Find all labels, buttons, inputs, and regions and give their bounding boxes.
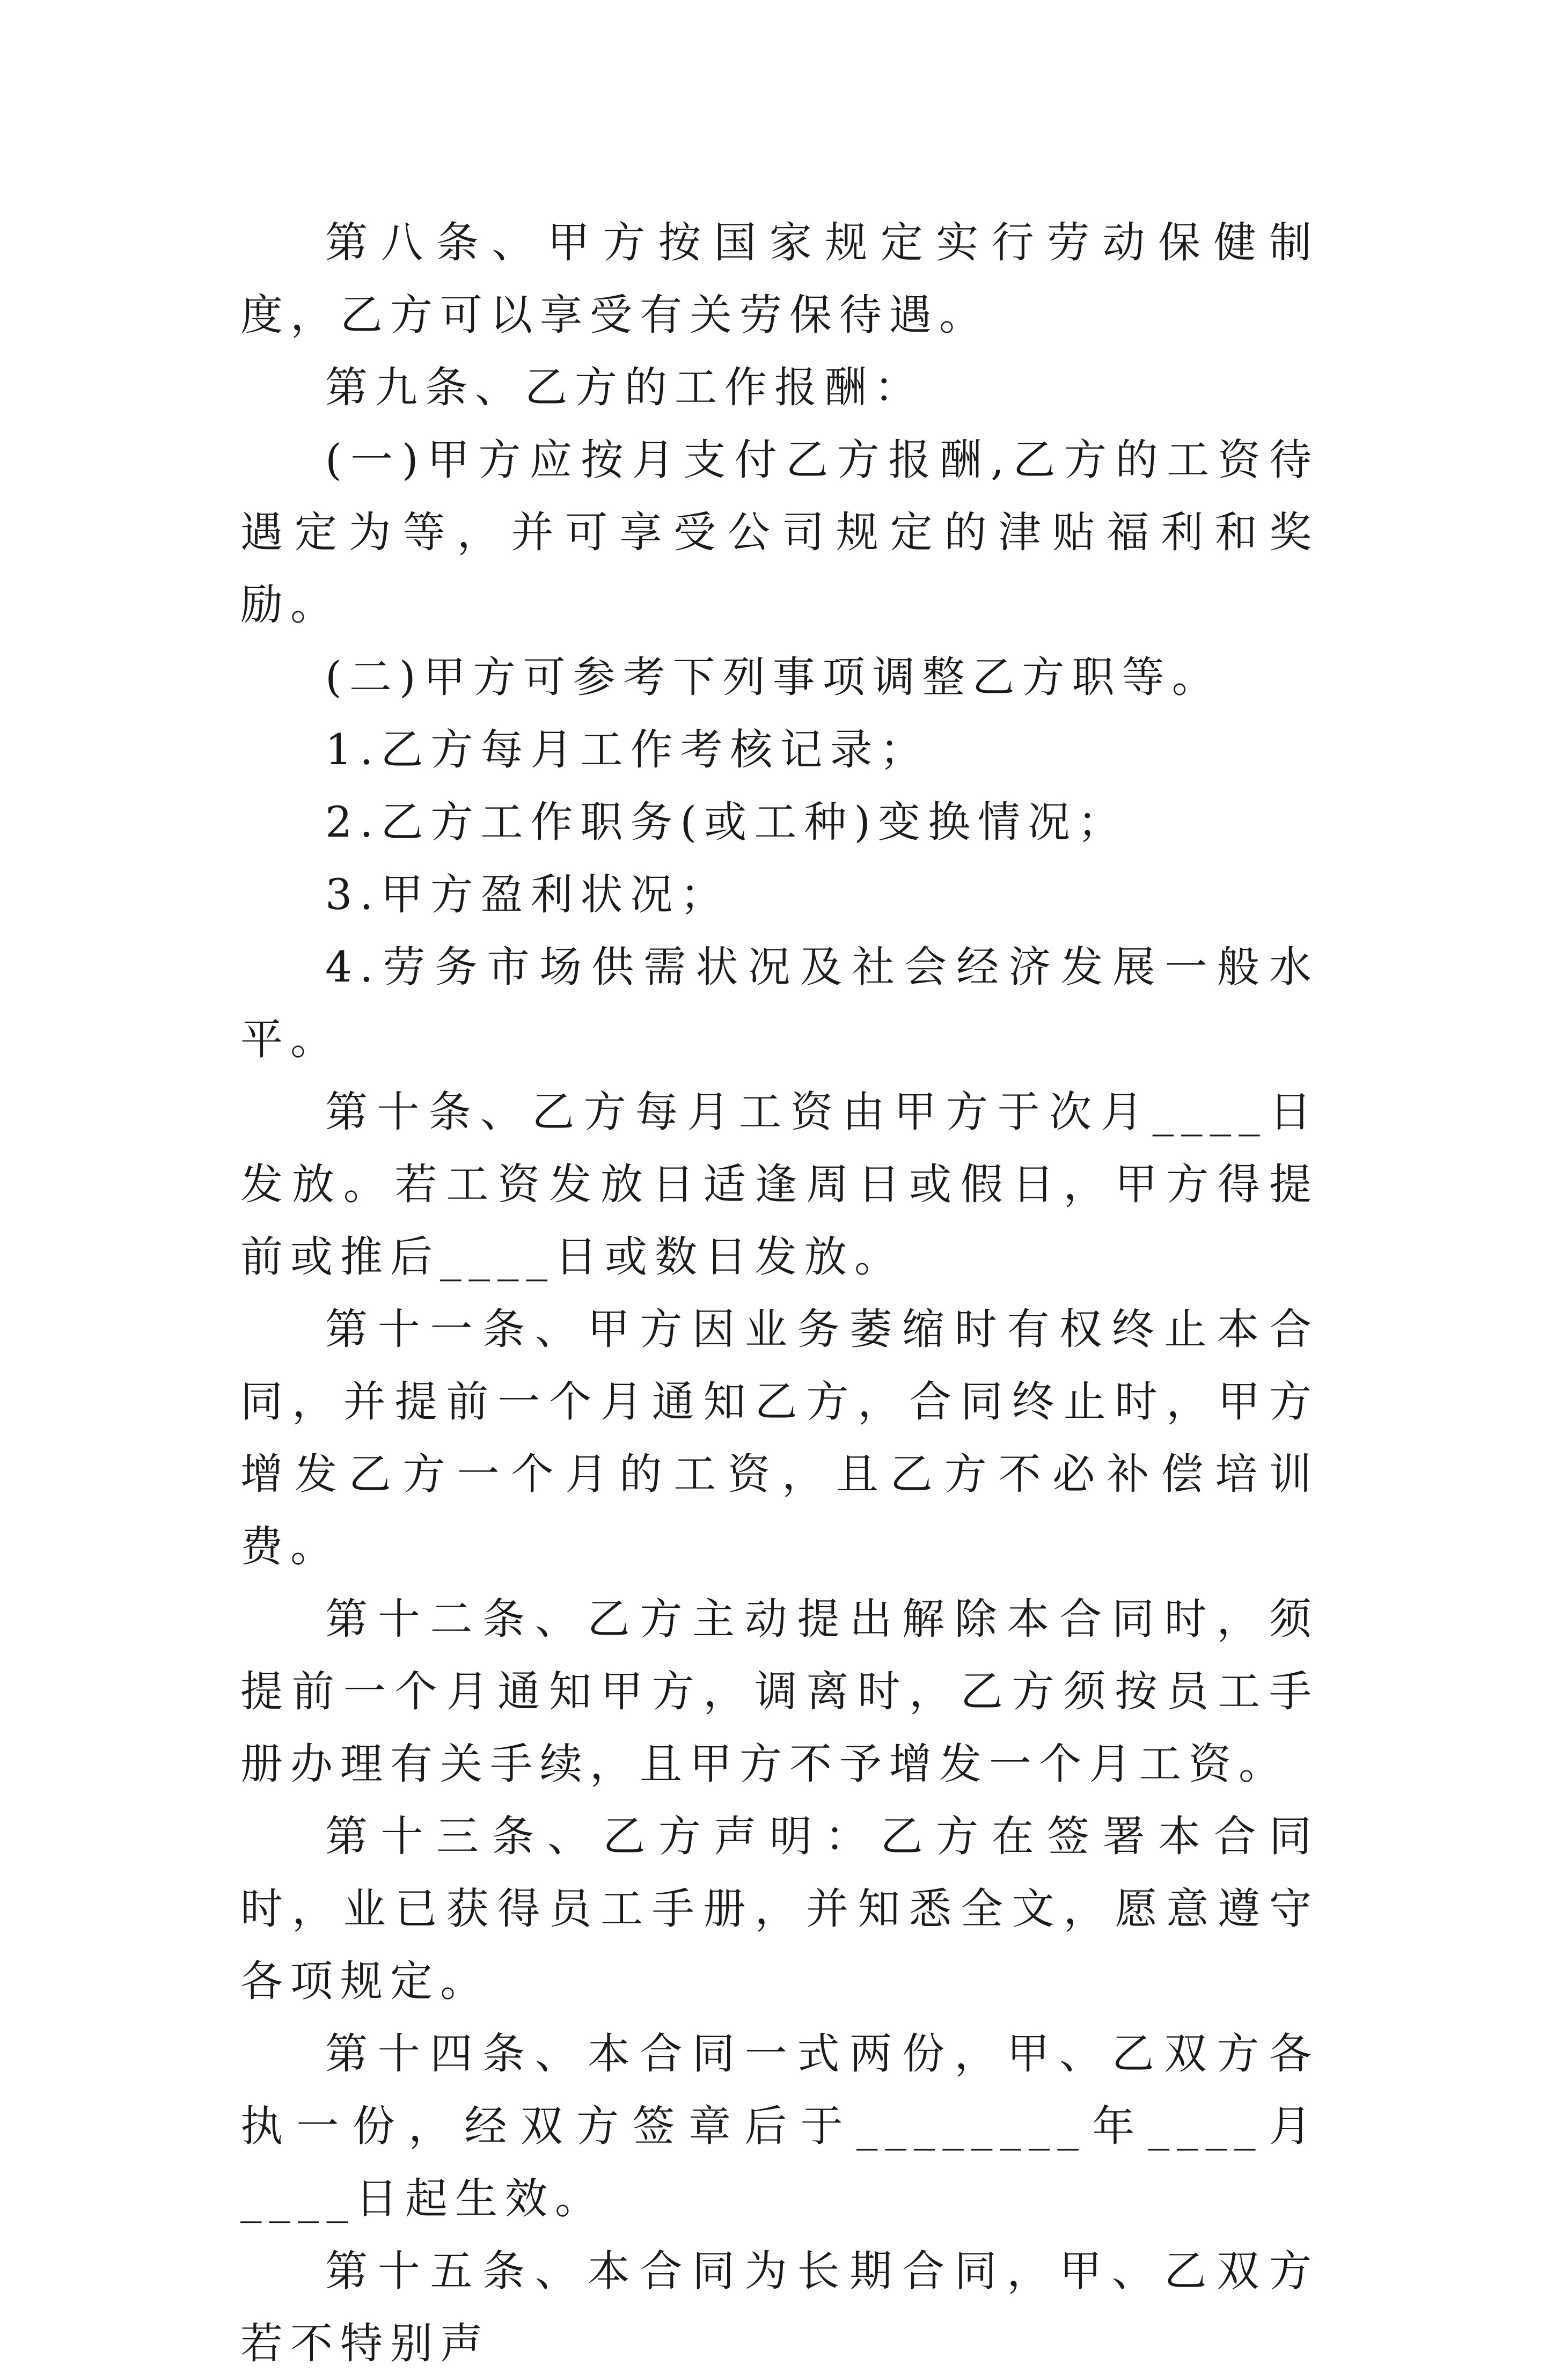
list-item-2: 2.乙方工作职务(或工种)变换情况； [325,797,1128,847]
article-15-paragraph: 第十五条、本合同为长期合同，甲、乙双方若不特别声 [240,2246,1319,2368]
list-item-4: 4.劳务市场供需状况及社会经济发展一般水平。 [240,942,1319,1064]
article-9-clause-2: (二)甲方可参考下列事项调整乙方职等。 [325,653,1222,702]
article-12-paragraph: 第十二条、乙方主动提出解除本合同时，须提前一个月通知甲方，调离时，乙方须按员工手册办理有关手续，且甲方不予增发一个月工资。 [240,1594,1319,1789]
article-8-paragraph: 第八条、甲方按国家规定实行劳动保健制度，乙方可以享受有关劳保待遇。 [240,218,1319,340]
list-item-1: 1.乙方每月工作考核记录； [325,725,930,774]
article-14-paragraph: 第十四条、本合同一式两份，甲、乙双方各执一份，经双方签章后于________年____月____日起生效。 [240,2029,1319,2223]
article-10-paragraph: 第十条、乙方每月工资由甲方于次月____日发放。若工资发放日适逢周日或假日，甲方得提前或推后____日或数日发放。 [240,1087,1319,1281]
article-9-clause-1: (一)甲方应按月支付乙方报酬,乙方的工资待遇定为等，并可享受公司规定的津贴福利和奖励。 [240,435,1319,629]
article-11-paragraph: 第十一条、甲方因业务萎缩时有权终止本合同，并提前一个月通知乙方，合同终止时，甲方增发乙方一个月的工资，且乙方不必补偿培训费。 [240,1305,1319,1571]
list-item-3: 3.甲方盈利状况； [325,870,730,919]
article-13-paragraph: 第十三条、乙方声明：乙方在签署本合同时，业已获得员工手册，并知悉全文，愿意遵守各项规定。 [240,1812,1319,2006]
document-body [240,207,1319,2380]
article-9-heading: 第九条、乙方的工作报酬： [325,363,924,412]
